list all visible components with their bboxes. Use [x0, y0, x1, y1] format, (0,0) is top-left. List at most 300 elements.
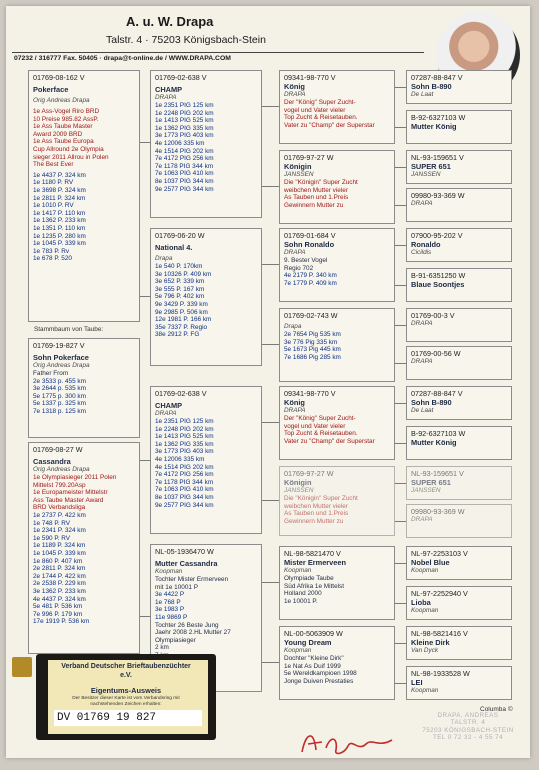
list-line: Olympiasieger [155, 636, 196, 644]
grandparent-box-1 [279, 70, 395, 144]
list-line: 9e 3429 P. 339 km [155, 300, 208, 308]
pigeon-results [284, 272, 390, 287]
pigeon-name: König [284, 82, 305, 92]
list-line: 1e 1362 P. 233 km [33, 217, 86, 225]
pigeon-notes [284, 415, 390, 445]
stammbaum-label: Stammbaum von Taube: [34, 326, 104, 333]
national-box [150, 228, 262, 366]
connector-line [395, 683, 406, 684]
list-line: 2e 2811 P. 324 km [33, 565, 86, 573]
breeder-label: JANSSEN [284, 487, 314, 495]
connector-line [262, 582, 279, 583]
pigeon-results [155, 591, 257, 621]
ring-number: 01769-02-743 W [284, 311, 338, 320]
list-line: 10 Preise 985.82 AssP. [33, 115, 99, 123]
pigeon-name: Sohn Pokerface [33, 353, 89, 363]
pigeon-name: Mutter König [411, 122, 457, 132]
list-line: 7e 1063 PIG 410 km [155, 486, 214, 494]
list-line: 4e 1514 PIG 202 km [155, 147, 214, 155]
list-line: Gewinnern Mutter zu [284, 517, 344, 525]
breeder-name: A. u. W. Drapa [126, 14, 214, 29]
list-line: Cup Allround 2e Olympia [33, 145, 104, 153]
pigeon-notes [33, 108, 135, 169]
connector-line [395, 205, 406, 206]
list-line: 1e 1351 P. 110 km [33, 224, 86, 232]
pigeon-name: Sohn B-890 [411, 398, 452, 408]
great-grandparent-box [406, 386, 512, 420]
breeder-label: Koopman [411, 687, 439, 695]
list-line: Die "Königin" Super Zucht [284, 179, 358, 186]
breeder-label: Koopman [411, 607, 439, 615]
ring-number: 01769-00-56 W [411, 349, 461, 358]
breeder-label: Orig Andreas Drapa [33, 97, 90, 105]
list-line: 1e 1413 PIG 525 km [155, 433, 214, 441]
ring-number: 01769-02-638 V [155, 73, 207, 82]
connector-line [395, 403, 406, 404]
list-line: 7e 996 P. 179 km [33, 610, 83, 618]
connector-line [395, 325, 406, 326]
pedigree-sheet [6, 6, 530, 758]
list-line: 9e 2577 PIG 344 km [155, 185, 214, 193]
great-grandparent-box [406, 70, 512, 104]
great-grandparent-box [406, 308, 512, 342]
association-logo-icon [12, 657, 32, 677]
great-grandparent-box [406, 228, 512, 262]
list-line: weibchen Mutter vieler [284, 502, 348, 510]
list-line: 1e Ass-Vogel Riro BRD [33, 108, 100, 115]
list-line: 7e 1178 PIG 344 km [155, 162, 214, 170]
list-line: 1e 1417 P. 110 km [33, 209, 86, 217]
breeder-label: DRAPA [411, 358, 433, 366]
pigeon-results [33, 172, 135, 263]
great-grandparent-box [406, 626, 512, 660]
breeder-label: De Laat [411, 91, 434, 99]
list-line: 5e 481 P. 536 km [33, 603, 83, 611]
pigeon-name: Königin [284, 162, 312, 172]
list-line: 1e 1180 P. RV [33, 179, 74, 187]
connector-line [395, 363, 406, 364]
connector-line [140, 142, 150, 143]
list-line: 4e 12006 335 km [155, 139, 205, 147]
pigeon-name: National 4. [155, 243, 193, 253]
connector-line [395, 167, 406, 168]
pigeon-notes [33, 370, 135, 378]
ring-number: NL-98-5821470 V [284, 549, 341, 558]
pigeon-name: Lioba [411, 598, 431, 608]
list-line: 5e 1673 Pig 445 km [284, 346, 341, 354]
list-line: 1e 2811 P. 324 km [33, 194, 86, 202]
ring-number: B-92-6327103 W [411, 429, 466, 438]
connector-line [395, 87, 406, 88]
ring-number: NL-00-5063909 W [284, 629, 343, 638]
list-line: Regio 702 [284, 264, 314, 272]
breeder-label: DRAPA [411, 516, 433, 524]
list-line: 3e 10326 P. 409 km [155, 270, 212, 278]
connector-line [262, 422, 279, 423]
list-line: 2e 1744 P. 422 km [33, 572, 86, 580]
connector-line [262, 106, 279, 107]
ring-number: 01769-97-27 W [284, 153, 334, 162]
list-line: 1e Ass Taube Europa [33, 138, 94, 146]
list-line: BRD Verbandsliga [33, 504, 86, 512]
pigeon-name: Pokerface [33, 85, 69, 95]
list-line: 1e Olympiasieger 2011 Polen [33, 474, 117, 481]
list-line: Top Zucht & Reisetauben. [284, 114, 358, 122]
list-line: TALSTR. 4 [450, 719, 486, 727]
pigeon-notes [284, 179, 390, 209]
breeder-label: DRAPA [284, 249, 306, 257]
pigeon-name: Mutter König [411, 438, 457, 448]
connector-line [140, 616, 150, 617]
list-line: 38e 2912 P. FG [155, 331, 200, 339]
ring-number: 01769-02-638 V [155, 389, 207, 398]
breeder-label: Drapa [155, 255, 173, 263]
list-line: 3e 2644 p. 535 km [33, 385, 86, 393]
list-line: Father From [33, 370, 69, 377]
list-line: 1e 10001 P. [284, 597, 318, 605]
list-line: 17e 1919 P. 536 km [33, 618, 90, 626]
breeder-label: JANSSEN [284, 171, 314, 179]
list-line: 1e 1010 P. RV [33, 202, 74, 210]
list-line: 1e Europameister Mittelstr [33, 489, 108, 497]
list-line: Gewinnern Mutter zu [284, 201, 344, 209]
list-line: 11e 9869 P [155, 613, 188, 621]
ring-number: 01769-06-20 W [155, 231, 205, 240]
breeder-label: Orig Andreas Drapa [33, 362, 90, 370]
list-line: 3e 652 P. 339 km [155, 278, 205, 286]
connector-line [395, 603, 406, 604]
breeder-label: Koopman [155, 568, 183, 576]
list-line: 3e 1773 PIG 403 km [155, 132, 214, 140]
ownership-ring-number: DV 01769 19 827 [54, 710, 202, 726]
pigeon-notes [284, 575, 390, 605]
list-line: sieger 2011 Allrou in Polen [33, 153, 109, 161]
list-line: 4e 2179 P. 340 km [284, 272, 337, 280]
grandparent-box-2 [279, 150, 395, 224]
pigeon-name: CHAMP [155, 85, 183, 95]
list-line: 1e 1362 PIG 335 km [155, 124, 214, 132]
ring-number: 09341-98-770 V [284, 73, 336, 82]
list-line: 1e 540 P. 170km [155, 263, 203, 270]
list-line: 1e 678 P. 520 [33, 255, 72, 263]
list-line: 1e 590 P. RV [33, 534, 71, 542]
list-line: 1e 2341 P. 324 km [33, 527, 86, 535]
great-grandparent-box [406, 546, 512, 580]
list-line: Olympiade Taube [284, 575, 334, 582]
pigeon-name: Blaue Soontjes [411, 280, 465, 290]
list-line: 2 km [155, 644, 169, 652]
list-line: 3e 1983 P [155, 606, 185, 614]
pigeon-name: LEI [411, 678, 423, 688]
ring-number: B-92-6327103 W [411, 113, 466, 122]
ring-number: 01769-08-27 W [33, 445, 83, 454]
pigeon-notes [284, 495, 390, 525]
ring-number: 01769-19-827 V [33, 341, 85, 350]
ring-number: NL-98-1933528 W [411, 669, 470, 678]
champ-box-1 [150, 70, 262, 218]
list-line: Mittelst 799.20Asp [33, 481, 86, 489]
breeder-label: DRAPA [284, 407, 306, 415]
list-line: 1e Nat As Duif 1999 [284, 662, 341, 670]
list-line: weibchen Mutter vieler [284, 186, 348, 194]
association-name: Verband Deutscher Brieftaubenzüchter e.V. [61, 663, 191, 679]
pigeon-name: Mister Ermerveen [284, 558, 347, 568]
grandparent-box-5 [279, 386, 395, 460]
list-line: As Tauben und 1.Preis [284, 510, 349, 518]
ring-number: B-91-6351250 W [411, 271, 466, 280]
list-line: 5e Wereldkampioen 1998 [284, 670, 357, 678]
breeder-label: Koopman [284, 567, 312, 575]
ring-number: 01769-97-27 W [284, 469, 334, 478]
pigeon-name: Kleine Dirk [411, 638, 450, 648]
ring-number: 01769-00-3 V [411, 311, 455, 320]
list-line: Der "König" Super Zucht- [284, 415, 356, 422]
pigeon-notes [33, 474, 135, 512]
pigeon-name: Königin [284, 478, 312, 488]
connector-line [395, 443, 406, 444]
header-rule [12, 52, 424, 53]
great-grandparent-box [406, 586, 512, 620]
list-line: Tochter 26 Beste Jung [155, 621, 219, 629]
list-line: mit 1e 10001 P [155, 583, 198, 591]
grandparent-box-6 [279, 466, 395, 536]
list-line: 7e 1318 p. 125 km [33, 407, 86, 415]
connector-line [395, 643, 406, 644]
breeder-contact: 07232 / 316777 Fax. 50405 · drapa@t-online.de / WWW.DRAPA.COM [14, 55, 231, 62]
list-line: 1e 1045 P. 339 km [33, 240, 86, 248]
breeder-label: Cicildis [411, 249, 432, 257]
ring-number: 01769-01-684 V [284, 231, 336, 240]
list-line: 3e 555 P. 167 km [155, 285, 205, 293]
ring-number: 07900-95-202 V [411, 231, 463, 240]
list-line: As Tauben und 1.Preis [284, 194, 349, 202]
list-line: Tochter Mister Ermerveen [155, 576, 229, 583]
ring-number: 09341-98-770 V [284, 389, 336, 398]
list-line: Die "Königin" Super Zucht [284, 495, 358, 502]
grandparent-box-7 [279, 546, 395, 620]
grandparent-box-3 [279, 228, 395, 302]
list-line: 3e 1362 P. 233 km [33, 587, 86, 595]
list-line: 7e 1686 Pig 285 km [284, 353, 341, 361]
pigeon-notes [284, 257, 390, 272]
list-line: 7e 4172 PIG 256 km [155, 471, 214, 479]
handwritten-signature [296, 726, 406, 758]
list-line: Jaehr 2008 2.HL Mutter 27 [155, 629, 231, 637]
list-line: Der "König" Super Zucht- [284, 99, 356, 106]
pigeon-name: Mutter Cassandra [155, 559, 218, 569]
connector-line [395, 127, 406, 128]
dam-box [28, 442, 140, 654]
list-line: 1e 860 P. 407 km [33, 557, 83, 565]
list-line: 2e 7654 Pig 535 km [284, 331, 341, 338]
list-line: 1e 1413 PIG 525 km [155, 117, 214, 125]
list-line: 3e 1773 PIG 403 km [155, 448, 214, 456]
breeder-stamp [412, 712, 524, 742]
champ-box-2 [150, 386, 262, 534]
ring-number: NL-05-1936470 W [155, 547, 214, 556]
list-line: Award 2009 BRD [33, 130, 83, 138]
pigeon-notes [155, 576, 257, 591]
columba-credit: Columba © [480, 706, 513, 713]
ring-number: 01769-08-162 V [33, 73, 85, 82]
connector-line [395, 483, 406, 484]
list-line: vogel und Vater vieler [284, 106, 346, 114]
ring-number: NL-93-159651 V [411, 469, 464, 478]
list-line: 7e 1779 P. 409 km [284, 279, 337, 287]
list-line: 4e 12006 335 km [155, 455, 205, 463]
breeder-address: Talstr. 4 · 75203 Königsbach-Stein [106, 34, 266, 46]
great-grandparent-box [406, 426, 512, 460]
list-line: 1e 1045 P. 339 km [33, 549, 86, 557]
great-grandparent-box [406, 466, 512, 500]
list-line: 7e 1178 PIG 344 km [155, 478, 214, 486]
list-line: 1e Ass Taube Master [33, 123, 93, 131]
grandparent-box-8 [279, 626, 395, 700]
list-line: Vater zu "Champ" der Superstar [284, 121, 375, 129]
list-line: DRAPA, ANDREAS [437, 712, 499, 719]
connector-line [395, 521, 406, 522]
list-line: 1e 2351 PIG 125 km [155, 418, 214, 425]
pigeon-results [155, 418, 257, 509]
ring-number: NL-98-5821416 V [411, 629, 468, 638]
list-line: Jonge Duiven Prestaties [284, 677, 354, 685]
list-line: 1e 4437 P. 324 km [33, 171, 86, 179]
breeder-label: DRAPA [411, 200, 433, 208]
list-line: 2e 3533 p. 455 km [33, 377, 86, 385]
breeder-label: Drapa [284, 323, 302, 331]
list-line: 1e 2737 P. 422 km [33, 511, 86, 519]
list-line: Dochter "Kleine Dirk" [284, 655, 344, 662]
ring-number: NL-97-2253103 V [411, 549, 468, 558]
great-grandparent-box [406, 346, 512, 380]
subject-box [28, 70, 140, 322]
breeder-label: DRAPA [155, 94, 177, 102]
connector-line [395, 563, 406, 564]
list-line: 5e 796 P. 402 km [155, 293, 205, 301]
list-line: 1e 2248 PIG 202 km [155, 425, 214, 433]
list-line: 1e 1235 P. 280 km [33, 232, 86, 240]
breeder-label: Orig Andreas Drapa [33, 466, 90, 474]
list-line: 1e 1362 PIG 335 km [155, 440, 214, 448]
pigeon-results [33, 378, 135, 416]
connector-line [395, 285, 406, 286]
list-line: 8e 1037 PIG 344 km [155, 493, 214, 501]
ring-number: 09980-93-369 W [411, 507, 465, 516]
connector-line [262, 662, 279, 663]
pigeon-name: CHAMP [155, 401, 183, 411]
list-line: 9e 2985 P. 506 km [155, 308, 208, 316]
ring-number: 07287-88-847 V [411, 73, 463, 82]
list-line: 75203 KÖNIGSBACH-STEIN [422, 726, 514, 734]
breeder-label: JANSSEN [411, 171, 441, 179]
connector-line [140, 296, 150, 297]
breeder-label: DRAPA [411, 320, 433, 328]
great-grandparent-box [406, 110, 512, 144]
connector-line [262, 344, 279, 345]
breeder-label: Koopman [284, 647, 312, 655]
connector-line [140, 460, 150, 461]
ring-number: NL-97-2252940 V [411, 589, 468, 598]
ring-number: 09980-93-369 W [411, 191, 465, 200]
list-line: 1e 768 P [155, 598, 181, 606]
list-line: 1e 3698 P. 324 km [33, 186, 86, 194]
breeder-label: De Laat [411, 407, 434, 415]
list-line: 5e 1775 p. 300 km [33, 392, 86, 400]
list-line: 35e 7337 P. Regio [155, 323, 208, 331]
list-line: Holland 2000 [284, 590, 322, 598]
connector-line [262, 186, 279, 187]
list-line: 1e 2248 PIG 202 km [155, 109, 214, 117]
list-line: Ass Taube Master Award [33, 496, 104, 504]
list-line: The Best Ever [33, 161, 74, 169]
great-grandparent-box [406, 188, 512, 222]
ring-number: NL-93-159651 V [411, 153, 464, 162]
list-line: vogel und Vater vieler [284, 422, 346, 430]
pigeon-name: Ronaldo [411, 240, 441, 250]
pigeon-name: SUPER 651 [411, 478, 451, 488]
breeder-label: JANSSEN [411, 487, 441, 495]
grandparent-box-4 [279, 308, 395, 382]
breeder-label: Koopman [411, 567, 439, 575]
breeder-label: DRAPA [284, 91, 306, 99]
pigeon-name: Sohn B-890 [411, 82, 452, 92]
list-line: 9e 2577 PIG 344 km [155, 501, 214, 509]
list-line: 1e 783 P. Rv [33, 247, 70, 255]
list-line: 1e 1189 P. 324 km [33, 542, 86, 550]
list-line: Süd Afrika 1e Mittelst [284, 582, 345, 590]
pigeon-results [155, 102, 257, 193]
connector-line [395, 245, 406, 246]
pigeon-name: Nobel Blue [411, 558, 450, 568]
connector-line [262, 264, 279, 265]
list-line: 12e 1981 P. 166 km [155, 316, 212, 324]
list-line: Vater zu "Champ" der Superstar [284, 437, 375, 445]
pigeon-results [155, 263, 257, 339]
list-line: 4e 1514 PIG 202 km [155, 463, 214, 471]
pigeon-results [33, 512, 135, 626]
great-grandparent-box [406, 268, 512, 302]
breeder-label: DRAPA [155, 410, 177, 418]
connector-line [262, 500, 279, 501]
pigeon-notes [284, 655, 390, 685]
list-line: 5e 1337 p. 325 km [33, 400, 86, 408]
ring-number: 07287-88-847 V [411, 389, 463, 398]
great-grandparent-box [406, 666, 512, 700]
list-line: 1e 2351 PIG 125 km [155, 102, 214, 109]
sire-box [28, 338, 140, 438]
ownership-card-title: Eigentums-Ausweis [90, 686, 162, 695]
breeder-label: Van Dyck [411, 647, 439, 655]
list-line: 7e 4172 PIG 256 km [155, 155, 214, 163]
list-line: 4e 4437 P. 324 km [33, 595, 86, 603]
list-line: TEL 0 72 32 - 4 55 74 [432, 734, 504, 742]
great-grandparent-box [406, 504, 512, 538]
list-line: 9. Bester Vogel [284, 257, 328, 264]
list-line: 3e 4422 P [155, 591, 185, 599]
great-grandparent-box [406, 150, 512, 184]
list-line: 3e 776 Pig 335 km [284, 338, 338, 346]
pigeon-name: König [284, 398, 305, 408]
ownership-card-note: Der Besitzer dieser Karte ist vom Verbandsring mit nachstehenden Zeichen erhalten: [72, 696, 180, 707]
list-line: 2e 2538 P. 229 km [33, 580, 86, 588]
list-line: 7e 1063 PIG 410 km [155, 170, 214, 178]
pigeon-notes [284, 99, 390, 129]
pigeon-name: Sohn Ronaldo [284, 240, 335, 250]
ownership-card [36, 654, 216, 740]
list-line: Top Zucht & Reisetauben. [284, 430, 358, 438]
pigeon-results [284, 331, 390, 361]
list-line: 8e 1037 PIG 344 km [155, 177, 214, 185]
